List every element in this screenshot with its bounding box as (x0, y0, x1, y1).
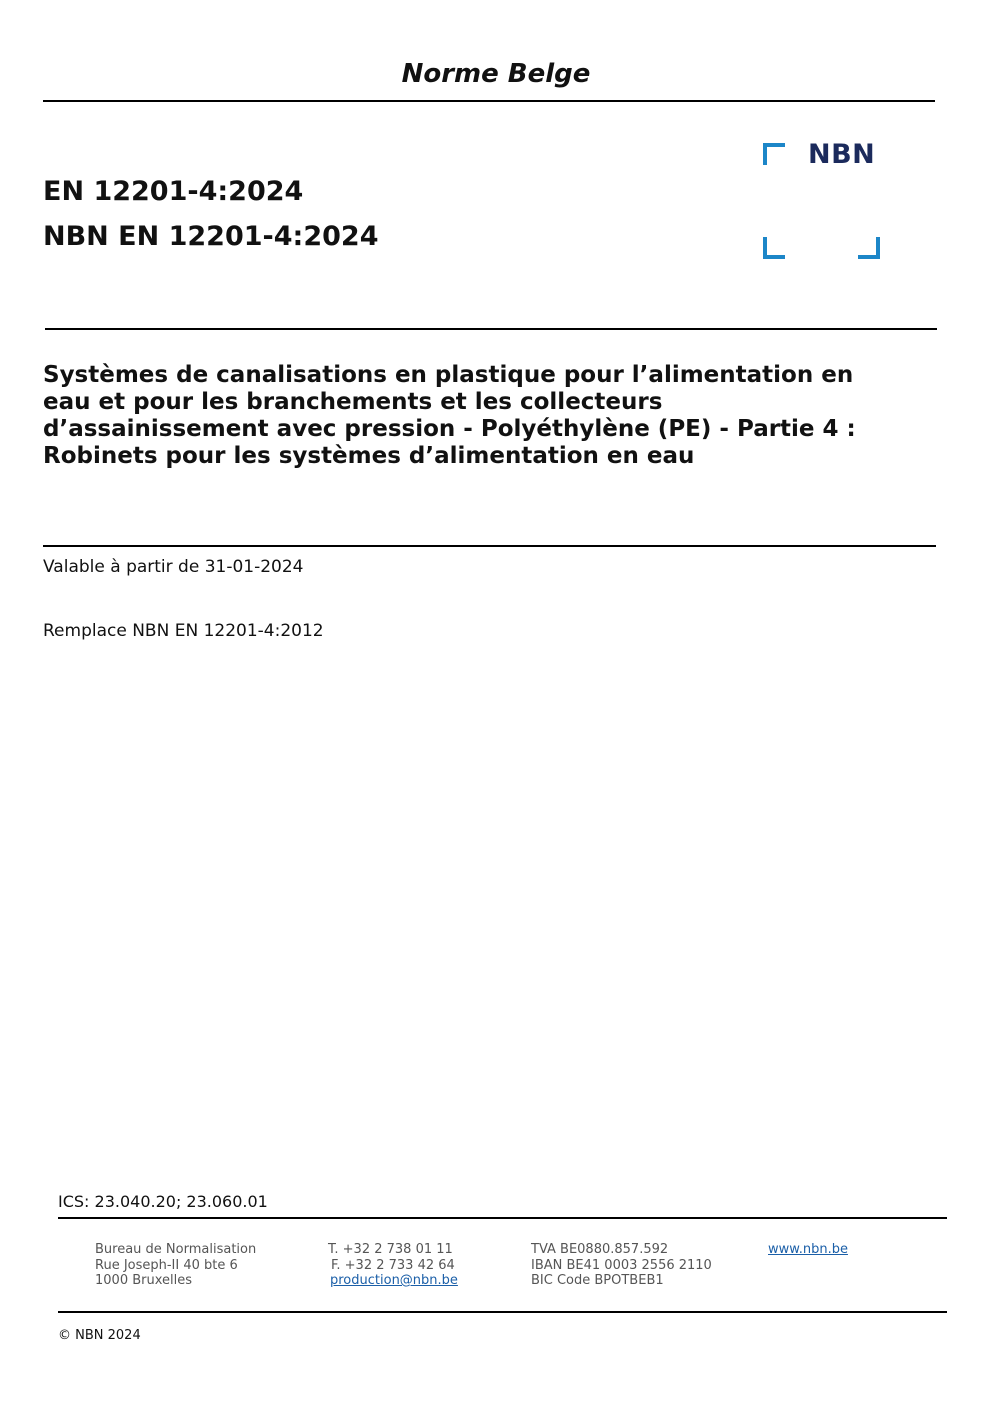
document-title-line: d’assainissement avec pression - Polyéthylène (PE) - Partie 4 : (43, 416, 856, 442)
nbn-logo (760, 140, 886, 266)
header-divider (43, 100, 935, 102)
codes-divider (45, 328, 937, 330)
nbn-standard-code: NBN EN 12201-4:2024 (43, 221, 379, 252)
copyright-notice: © NBN 2024 (58, 1328, 141, 1343)
document-title (43, 362, 923, 470)
phone-number: T. +32 2 738 01 11 (328, 1242, 453, 1257)
bic-code: BIC Code BPOTBEB1 (531, 1273, 664, 1288)
vat-number: TVA BE0880.857.592 (531, 1242, 669, 1257)
logo-bracket-bottom-left (763, 237, 785, 259)
document-title-line: eau et pour les branchements et les collecteurs (43, 389, 663, 415)
fax-number: F. +32 2 733 42 64 (331, 1257, 455, 1273)
document-title-line: Robinets pour les systèmes d’alimentation en eau (43, 443, 695, 469)
footer-web (768, 1242, 848, 1258)
address-line: Bureau de Normalisation (95, 1242, 257, 1257)
ics-codes: ICS: 23.040.20; 23.060.01 (58, 1192, 268, 1211)
iban-number: IBAN BE41 0003 2556 2110 (531, 1257, 712, 1273)
en-standard-code: EN 12201-4:2024 (43, 176, 304, 207)
footer-bank (531, 1242, 712, 1289)
document-title-line: Systèmes de canalisations en plastique pour l’alimentation en (43, 362, 854, 388)
footer-bottom-divider (58, 1311, 947, 1313)
logo-bracket-top-left (763, 143, 785, 165)
footer-top-divider (58, 1217, 947, 1219)
address-line: 1000 Bruxelles (95, 1273, 193, 1288)
footer-contact (328, 1242, 458, 1289)
validity-date: Valable à partir de 31-01-2024 (43, 557, 304, 577)
replaces-standard: Remplace NBN EN 12201-4:2012 (43, 621, 324, 641)
logo-wordmark: NBN (808, 139, 876, 170)
page-header-title: Norme Belge (401, 59, 591, 89)
website-link[interactable]: www.nbn.be (768, 1242, 848, 1257)
logo-bracket-bottom-right (858, 237, 880, 259)
address-line: Rue Joseph-II 40 bte 6 (95, 1257, 238, 1273)
footer-address (95, 1242, 256, 1289)
title-divider (43, 545, 936, 547)
email-link[interactable]: production@nbn.be (330, 1273, 458, 1288)
